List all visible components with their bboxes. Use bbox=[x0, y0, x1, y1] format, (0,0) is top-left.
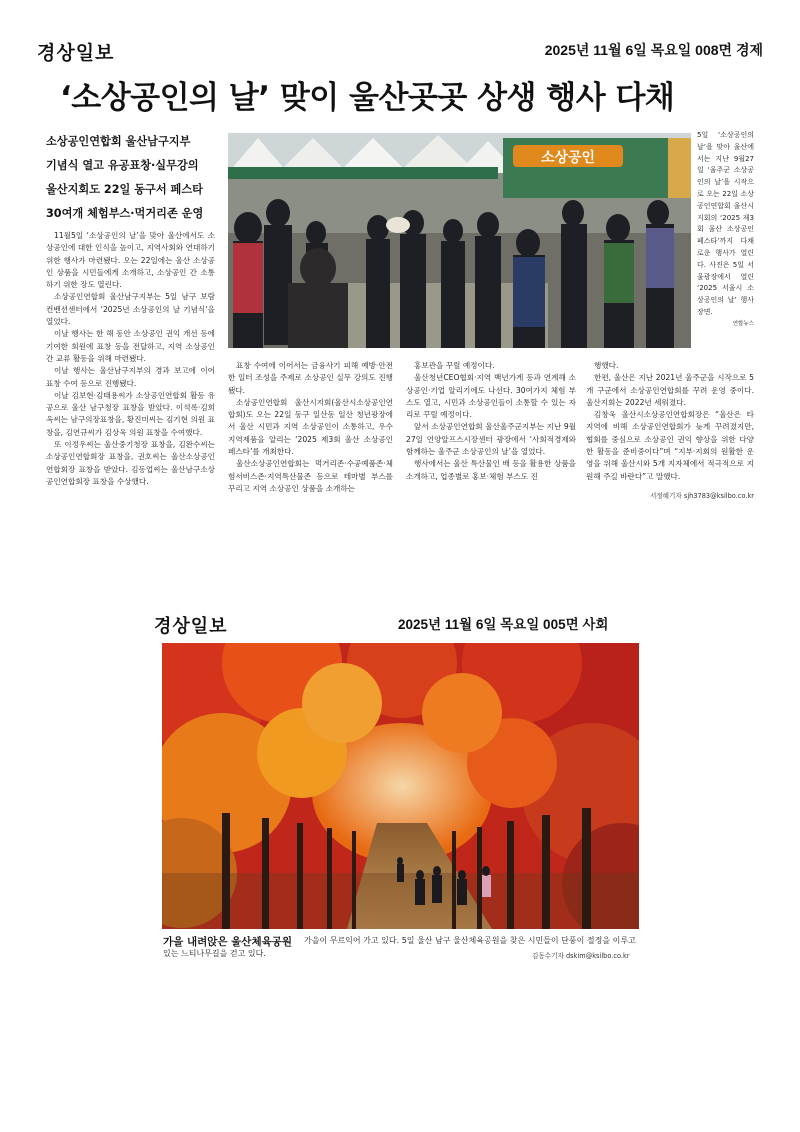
article1-headline: ‘소상공인의 날’ 맞이 울산곳곳 상생 행사 다채 bbox=[60, 80, 675, 116]
subhead-line: 30여개 체험부스·먹거리존 운영 bbox=[46, 207, 204, 220]
paragraph: 이날 행사는 울산남구지부의 경과 보고에 이어 표창 수여 등으로 진행됐다. bbox=[46, 366, 215, 388]
paragraph: 11월5일 ‘소상공인의 날’을 맞아 울산에서도 소상공인에 대한 인식을 높이고, 지역사회와 연대하기 위한 행사가 마련됐다. 오는 22일에는 울산 소상공인 상품을 시민들에게 소개하고, 소상공인 간 소통하기 위한 장도 열린다. bbox=[46, 231, 215, 290]
caption-text: 5일 ‘소상공인의 날’을 맞아 울산에서는 지난 9월27일 ‘울주군 소상공인의 날’을 시작으로 오는 22일 소상공인연합회 울산시지회의 ‘2025 제3회 울산 소상공인 페스타’까지 다채로운 행사가 열린다. 사진은 5일 서울광장에서 열린 ‘2025 서울시 소상공인의 날’ 행사 장면. bbox=[697, 131, 754, 316]
paragraph: 행사에서는 울산 특산물인 배 등을 활용한 상품을 소개하고, 업종별로 홍보·체험 부스도 진 bbox=[406, 459, 576, 481]
article2-dateline: 2025년 11월 6일 목요일 005면 사회 bbox=[398, 617, 609, 632]
newspaper-logo: 경상일보 bbox=[37, 42, 115, 64]
autumn-photo-caption-title: 가을 내려앉은 울산체육공원 bbox=[163, 936, 293, 948]
paragraph: 울산소상공인연합회는 먹거리존·수공예품존·체험서비스존·지역특산물존 등으로 테마별 부스를 꾸리고 지역 소상공인 상품을 소개하는 bbox=[228, 459, 393, 493]
article1-column-1 bbox=[46, 230, 215, 488]
paragraph: 울산청년CEO협회·지역 백년가게 등과 연계해 소상공인·기업 알리기에도 나선다. 30여가지 체험 부스도 열고, 시민과 소상공인들이 소통할 수 있는 자리로 꾸릴 예정이다. bbox=[406, 373, 576, 420]
article1-subheads bbox=[46, 130, 221, 226]
newspaper-logo: 경상일보 bbox=[154, 616, 228, 637]
paragraph: 이날 행사는 한 해 동안 소상공인 권익 개선 등에 기여한 회원에 표창 등을 전달하고, 지역 소상공인 간 교류 활동을 위해 마련됐다. bbox=[46, 329, 215, 363]
paragraph: 표창 수여에 이어서는 금융사기 피해 예방·안전한 일터 조성을 주제로 소상공인 실무 강의도 진행됐다. bbox=[228, 361, 393, 395]
paragraph: 또 이정우씨는 울산중기청장 표창을, 김완수씨는 소상공인연합회장 표창을, 권호씨는 울산소상공인연합회장 표창을 받았다. 김동업씨는 울산남구소상공인연합회장 표창을 수상했다. bbox=[46, 440, 215, 486]
article1-column-2 bbox=[228, 360, 393, 495]
article1-dateline: 2025년 11월 6일 목요일 008면 경제 bbox=[544, 42, 763, 58]
article1-column-3 bbox=[406, 360, 576, 483]
festival-photo bbox=[228, 133, 691, 348]
paragraph: 이날 김보현·김태용씨가 소상공인연합회 활동 유공으로 울산 남구청장 표창을 받았다. 이석록·김희옥씨는 남구의장표창을, 황진미씨는 김기현 의원 표창을, 김연규씨가 김상욱 의원 표창을 수여했다. bbox=[46, 390, 215, 437]
paragraph: 소상공인연합회 울산시지회(울산시소상공인연합회)도 오는 22일 동구 일산동 일산 청년광장에서 울산 시민과 지역 소상공인이 소통하고, 우수 지역제품을 알리는 ‘2025 제3회 울산 소상공인 페스타’를 개최한다. bbox=[228, 397, 393, 457]
subhead-line: 소상공인연합회 울산남구지부 bbox=[46, 135, 191, 148]
article1-byline: 서정혜기자 sjh3783@ksilbo.co.kr bbox=[649, 492, 754, 500]
paragraph: 한편, 울산은 지난 2021년 울주군을 시작으로 5개 구군에서 소상공인연합회를 꾸려 운영 중이다. 울산지회는 2022년 세워졌다. bbox=[586, 373, 754, 407]
autumn-photo-caption-line2: 있는 느티나무길을 걷고 있다. bbox=[163, 949, 266, 958]
paragraph: 소상공인연합회 울산남구지부는 5일 남구 보람컨벤션센터에서 ‘2025년 소상공인의 날 기념식’을 열었다. bbox=[46, 292, 215, 327]
paragraph: 김창욱 울산시소상공인연합회장은 “울산은 타 지역에 비해 소상공인연합회가 늦게 꾸려졌지만, 협회를 중심으로 소상공인 권익 향상을 위한 다양한 활동을 준비중이다”며 “지부·지회의 원활한 운영을 위해 울산시와 5개 지자체에서 적극적으로 지원해 주길 바란다”고 말했다. bbox=[586, 410, 754, 481]
subhead-line: 기념식 열고 유공표창·실무강의 bbox=[46, 159, 199, 172]
autumn-photo-caption-line1: 가을이 무르익어 가고 있다. 5일 울산 남구 울산체육공원을 찾은 시민들이 단풍이 절정을 이루고 bbox=[304, 936, 636, 945]
photo-credit: 연합뉴스 bbox=[732, 320, 754, 327]
festival-banner-text: 소상공인 bbox=[540, 150, 596, 166]
article1-column-4 bbox=[586, 360, 754, 483]
paragraph: 앞서 소상공인연합회 울산울주군지부는 지난 9월27일 언양알프스시장센터 광장에서 ‘사회적경제와 함께하는 울주군 소상공인의 날’을 열었다. bbox=[406, 422, 576, 457]
autumn-park-photo bbox=[162, 643, 639, 929]
festival-photo-caption bbox=[697, 130, 754, 331]
article2-byline: 김동수기자 dskim@ksilbo.co.kr bbox=[532, 952, 630, 960]
paragraph: 행했다. bbox=[594, 361, 619, 370]
subhead-line: 울산지회도 22일 동구서 페스타 bbox=[46, 183, 203, 196]
paragraph: 홍보관을 꾸릴 예정이다. bbox=[414, 361, 495, 370]
